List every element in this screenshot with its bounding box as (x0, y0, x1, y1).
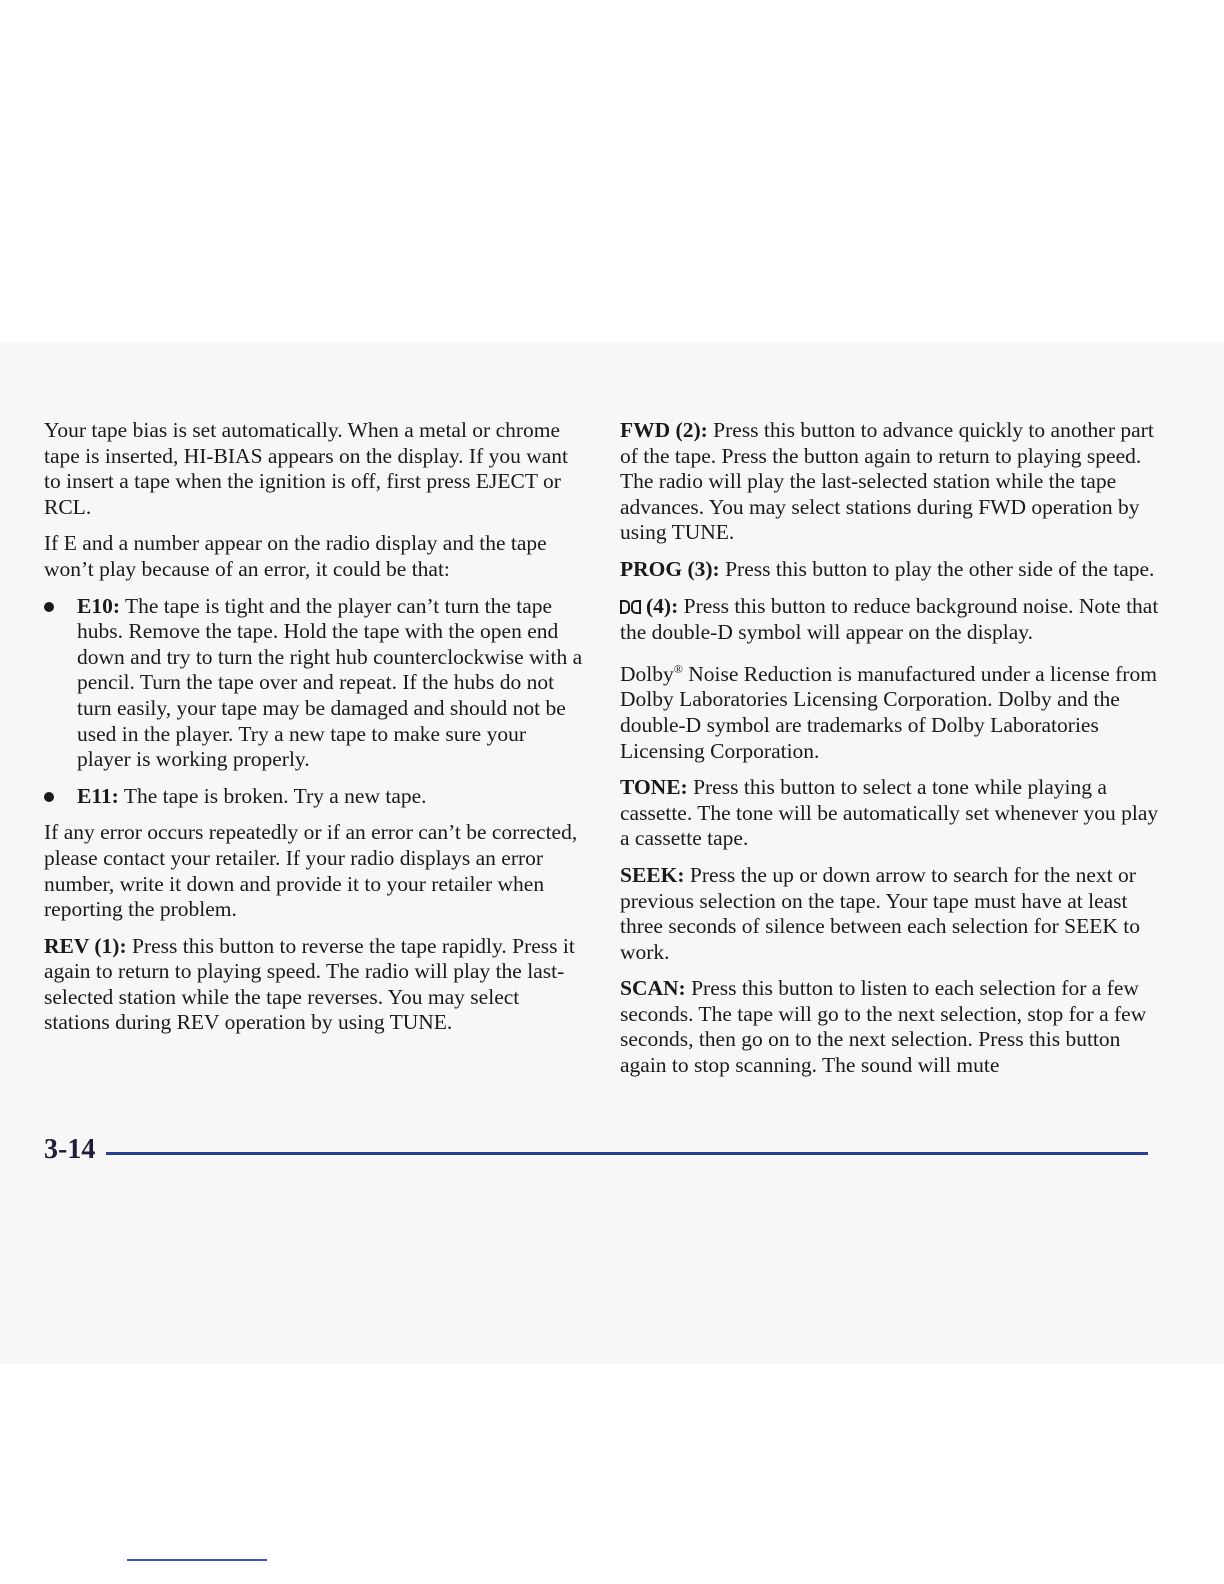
error-code-e10: E10: (77, 593, 120, 618)
error-intro-paragraph: If E and a number appear on the radio display and the tape won’t play because of an error, it could be that: (44, 531, 547, 581)
tone-text: Press this button to select a tone while playing a cassette. The tone will be automatically set whenever you play a cassette tape. (620, 775, 1159, 851)
scan-term: SCAN: (620, 976, 686, 1001)
rev-text: Press this button to reverse the tape rapidly. Press it again to return to playing speed. The radio will play the last-selected station while the tape reverses. You may select stations during REV operation by using TUNE. (44, 933, 575, 1035)
fwd-paragraph (620, 418, 1160, 546)
error-item-e10 (44, 594, 584, 773)
prog-term: PROG (3): (620, 556, 720, 581)
bottom-mark (127, 1559, 267, 1561)
error-text-e11: The tape is broken. Try a new tape. (118, 783, 427, 808)
rev-paragraph (44, 934, 584, 1036)
left-column (44, 418, 584, 1047)
bullet-icon (44, 792, 54, 802)
error-list (44, 594, 584, 810)
rev-term: REV (1): (44, 933, 127, 958)
error-item-e11 (44, 784, 584, 810)
error-code-e11: E11: (77, 783, 119, 808)
fwd-term: FWD (2): (620, 418, 708, 442)
dolby-button-term: (4): (646, 593, 679, 618)
error-retailer-paragraph: If any error occurs repeatedly or if an error can’t be corrected, please contact your retailer. If your radio displays an error number, write it down and provide it to your retailer when reporting the problem. (44, 820, 578, 922)
scan-paragraph (620, 976, 1160, 1078)
seek-text: Press the up or down arrow to search for the next or previous selection on the tape. Your tape must have at least three seconds of silence between each selection for SEEK to work. (620, 862, 1140, 964)
dolby-trademark-paragraph (620, 657, 1160, 764)
footer-rule (106, 1152, 1148, 1155)
dolby-note-text: Noise Reduction is manufactured under a license from Dolby Laboratories Licensing Corporation. Dolby and the double-D symbol are trademarks of Dolby Laboratories Licensing Corporation. (620, 661, 1157, 763)
seek-term: SEEK: (620, 862, 685, 887)
tone-term: TONE: (620, 775, 688, 800)
bullet-icon (44, 602, 54, 612)
dolby-button-paragraph (620, 594, 1160, 646)
prog-text: Press this button to play the other side of the tape. (719, 556, 1155, 581)
right-column (620, 418, 1160, 1090)
page-footer (44, 1132, 1148, 1172)
tone-paragraph (620, 775, 1160, 852)
scan-text: Press this button to listen to each selection for a few seconds. The tape will go to the next selection, stop for a few seconds, then go on to the next selection. Press this button again to stop scanning. The sound will mute (620, 976, 1147, 1078)
error-text-e10: The tape is tight and the player can’t turn the tape hubs. Remove the tape. Hold the tape with the open end down and try to turn the right hub counterclockwise with a pencil. Turn the tape over and repeat. If the hubs do not turn easily, your tape may be damaged and should not be used in the player. Try a new tape to make sure your player is working properly. (77, 593, 583, 772)
double-d-icon (620, 595, 642, 621)
dolby-brand: Dolby (620, 661, 674, 686)
prog-paragraph (620, 557, 1160, 583)
seek-paragraph (620, 863, 1160, 965)
fwd-text: Press this button to advance quickly to another part of the tape. Press the button again to return to playing speed. The radio will play the last-selected station while the tape advances. You may select stations during FWD operation by using TUNE. (620, 418, 1154, 545)
page-number: 3-14 (44, 1134, 96, 1165)
dolby-button-text: Press this button to reduce background noise. Note that the double-D symbol will appear on the display. (620, 593, 1159, 645)
registered-mark: ® (673, 661, 683, 676)
tape-bias-paragraph: Your tape bias is set automatically. When a metal or chrome tape is inserted, HI-BIAS appears on the display. If you want to insert a tape when the ignition is off, first press EJECT or RCL. (44, 418, 569, 519)
